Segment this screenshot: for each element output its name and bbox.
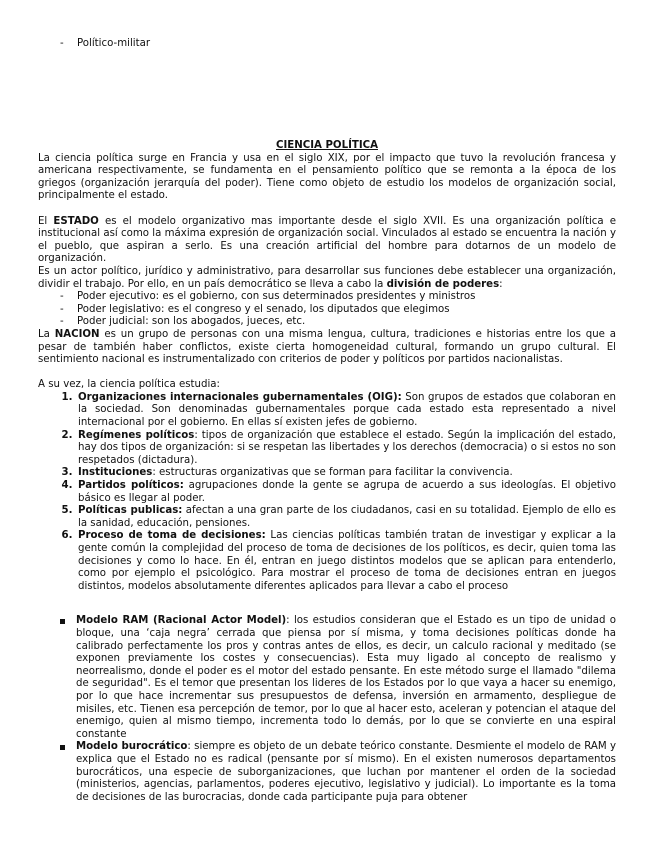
list-item <box>76 741 616 804</box>
list-item <box>76 530 616 593</box>
item-text: : siempre es objeto de un debate teórico constante. Desmiente el modelo de RAM y explica que el Estado no es radical (pensante por sí mismo). En el existen numerosos departamentos burocráticos, una especie de suborganizaciones, que luchan por mantener el orden de la sociedad (ministerios, agencias, parlamentos, poderes ejecutivo, legislativo y judicial). Lo importante es la toma de decisiones de las burocracias, donde cada participante puja para obtener <box>76 741 616 803</box>
item-text: : los estudios consideran que el Estado es un tipo de unidad o bloque, una ‘caja negra’ cerrada que piensa por sí misma, y toma decisiones políticas donde ha calibrado perfectamente los pros y contras antes de ellos, es decir, un calculo racional y meditado (se exponen previamente los costes y consecuencias). Esta muy ligado al concepto de realismo y neorrealismo, donde el poder es el motor del estado pensante. En este método surge el llamado "dilema de seguridad". Es el temor que presentan los lideres de los Estados por lo que vaya a hacer su enemigo, por lo que hace incrementar sus presupuestos de defensa, inversión en armamento, despliegue de misiles, etc. Tienen esa percepción de temor, por lo que al hacer esto, aceleran y potencian el ataque del enemigo, quien al mismo tiempo, incrementa todo lo demás, por lo que se convierte en una espiral constante <box>76 615 616 740</box>
item-text: : tipos de organización que establece el estado. Según la implicación del estado, hay dos tipos de organización: si se respetan las libertades y los derechos (democracia) o si estos no son respetados (dictadura). <box>78 429 616 466</box>
section-title: CIENCIA POLÍTICA <box>276 140 378 151</box>
actor-paragraph <box>38 266 616 291</box>
list-item <box>76 467 616 480</box>
item-text: Son grupos de estados que colaboran en la sociedad. Son denominadas gubernamentales porque cada estado esta representado a nivel internacional por el gobierno. En ellas sí existen jefes de gobierno. <box>78 391 616 429</box>
text-run: es el modelo organizativo mas importante desde el siglo XVII. Es una organización política e institucional así como la máxima expresión de organización social. Vinculados al estado se encuentra la nación y el pueblo, que aspiran a serlo. Es una creación artificial del hombre para dotarnos de un modelo de organización. <box>38 215 617 265</box>
list-item: - Poder ejecutivo: es el gobierno, con sus determinados presidentes y ministros <box>60 291 616 304</box>
nacion-term: NACION <box>54 328 100 340</box>
item-term: Partidos políticos: <box>78 480 184 492</box>
poderes-list <box>38 291 616 329</box>
item-term: Regímenes políticos <box>78 429 195 441</box>
item-term: Políticas publicas: <box>78 505 183 517</box>
text-run: : <box>499 278 503 290</box>
list-item: - Poder legislativo: es el congreso y el senado, los diputados que elegimos <box>60 304 616 317</box>
modelos-list <box>38 615 616 804</box>
item-text: agrupaciones donde la gente se agrupa de acuerdo a sus ideologías. El objetivo básico es llegar al poder. <box>78 480 616 504</box>
list-item-politico-militar <box>60 38 150 51</box>
item-text: Las ciencias políticas también tratan de investigar y explicar a la gente común la complejidad del proceso de toma de decisiones de los políticos, es decir, quien toma las decisiones y como lo hace. En él, entran en juego distintos modelos que se aplican para entenderlo, como por ejemplo el psicológico. Para mostrar el proceso de toma de decisiones entran en juegos distintos, modelos absolutamente diferentes aplicados para llevar a cabo el proceso <box>78 530 616 592</box>
division-term: división de poderes <box>386 278 500 290</box>
list-item <box>76 392 616 430</box>
list-item: - Poder judicial: son los abogados, jueces, etc. <box>60 316 616 329</box>
text-run: El <box>38 215 54 227</box>
item-term: Instituciones <box>78 467 153 479</box>
nacion-paragraph <box>38 329 616 367</box>
text-run: La <box>38 328 55 340</box>
item-term: Modelo RAM (Racional Actor Model) <box>76 615 287 627</box>
item-text: : estructuras organizativas que se forman para facilitar la convivencia. <box>152 467 513 479</box>
list-item <box>76 505 616 530</box>
item-text: afectan a una gran parte de los ciudadanos, casi en su totalidad. Ejemplo de ello es la sanidad, educación, pensiones. <box>78 505 616 529</box>
estado-paragraph <box>38 216 616 266</box>
list-item-text: Político-militar <box>77 38 151 49</box>
list-item <box>76 480 616 505</box>
document-body <box>38 140 616 804</box>
list-item <box>76 615 616 741</box>
text-run: Es un actor político, jurídico y administrativo, para desarrollar sus funciones debe establecer una organización, dividir el trabajo. Por ello, en un país democrático se lleva a cabo la <box>38 265 616 290</box>
text-run: es un grupo de personas con una misma lengua, cultura, tradiciones e historias entre los que a pesar de también haber conflictos, existe cierta homogeneidad cultural, formando un grupo cultural. El sentimiento nacional es instrumentalizado con criterios de poder y políticos por partidos nacionalistas. <box>38 328 616 366</box>
list-item <box>76 430 616 468</box>
item-term: Modelo burocrático <box>76 741 188 753</box>
estado-term: ESTADO <box>53 215 99 227</box>
estudia-list <box>38 392 616 594</box>
estudia-intro: A su vez, la ciencia política estudia: <box>38 379 220 391</box>
intro-paragraph: La ciencia política surge en Francia y usa en el siglo XIX, por el impacto que tuvo la revolución francesa y americana respectivamente, se fundamenta en el pensamiento político que se remonta a la época de los griegos (organización jerarquía del poder). Tiene como objeto de estudio los modelos de organización social, principalmente el estado. <box>38 152 616 202</box>
item-term: Organizaciones internacionales gubernamentales (OIG): <box>78 391 402 403</box>
dash-bullet: - <box>60 38 64 49</box>
item-term: Proceso de toma de decisiones: <box>78 530 266 542</box>
